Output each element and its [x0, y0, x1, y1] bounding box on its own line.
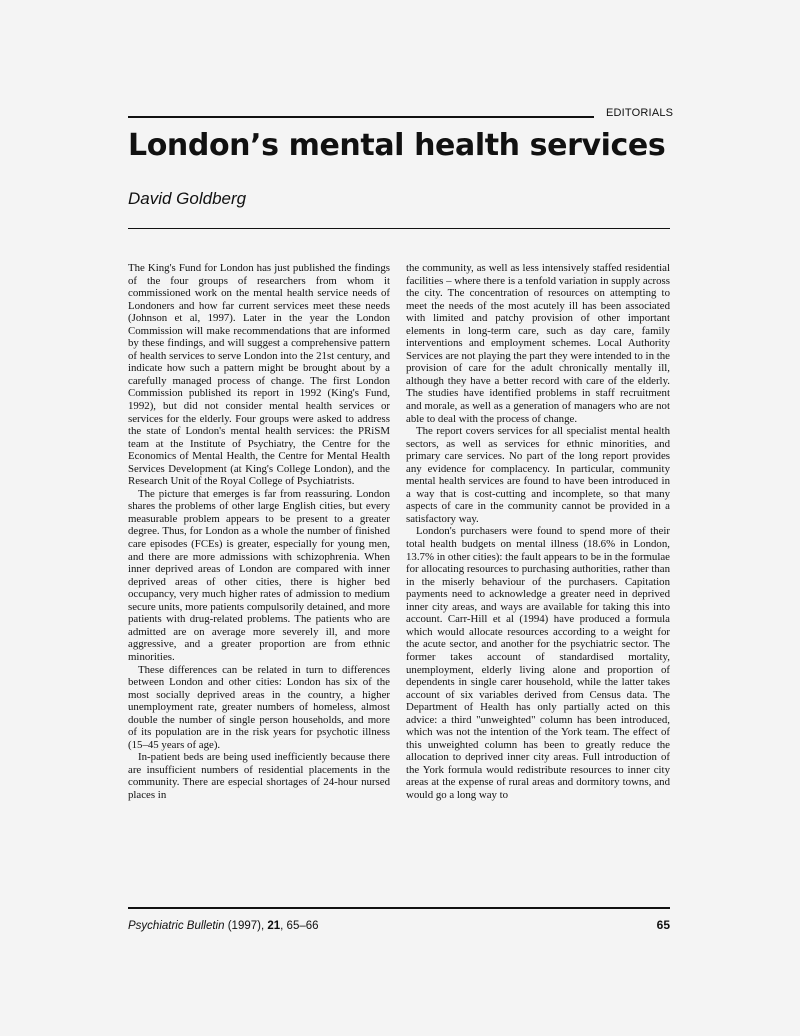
page-number: 65	[656, 918, 670, 932]
paragraph: the community, as well as less intensively staffed residential facilities – where there is a tenfold variation in supply across the city. The concentration of resources on attempting to meet the needs of the most acutely ill has been associated with limited and patchy provision of other important elements in long-term care, such as day care, family interventions and employment schemes. Local Authority Services are not playing the part they were intended to in the provision of care for the adult chronically mentally ill, although they have a better record with care of the elderly. The studies have identified problems in staff recruitment and morale, as well as a generation of managers who are not able to deal with the process of change.	[406, 262, 670, 425]
paragraph: In-patient beds are being used inefficiently because there are insufficient numbers of residential placements in the community. There are especial shortages of 24-hour nursed places in	[128, 751, 390, 801]
paragraph: The picture that emerges is far from reassuring. London shares the problems of other large English cities, but every measurable problem appears to be present to a greater degree. Thus, for London as a whole the number of finished care episodes (FCEs) is greater, especially for young men, and there are more admissions with schizophrenia. When inner deprived areas of London are compared with inner deprived areas of other cities, there is higher bed occupancy, very much higher rates of admission to medium secure units, more patients compulsorily detained, and more patients with drug-related problems. The patients who are admitted are on average more severely ill, and more aggressive, and a greater proportion are from ethnic minorities.	[128, 487, 390, 663]
header-rule	[128, 228, 670, 229]
journal-year: (1997),	[227, 920, 265, 932]
paragraph: These differences can be related in turn to differences between London and other cities: London has six of the most socially deprived areas in the country, a higher unemployment rate, greater numbers of homeless, almost double the number of single person households, and more of its population are in the risk years for psychotic illness (15–45 years of age).	[128, 663, 390, 751]
paragraph: The report covers services for all specialist mental health sectors, as well as services for ethnic minorities, and primary care services. No part of the long report provides any evidence for complacency. In particular, community mental health services are found to have been introduced in a way that is cost-cutting and incomplete, so that many aspects of care in the community cannot be provided in a satisfactory way.	[406, 425, 670, 525]
footer-rule	[128, 907, 670, 909]
journal-citation	[128, 920, 319, 932]
left-column	[128, 262, 390, 802]
journal-name: Psychiatric Bulletin	[128, 920, 225, 932]
journal-pages: , 65–66	[280, 920, 319, 932]
journal-volume: 21	[267, 920, 281, 932]
paragraph: The King's Fund for London has just published the findings of the four groups of researchers from whom it commissioned work on the mental health service needs of Londoners and how far current services meet these needs (Johnson et al, 1997). Later in the year the London Commission will make recommendations that are informed by these findings, and will suggest a comprehensive pattern of health services to serve London into the 21st century, and indicate how such a pattern might be brought about by a carefully managed process of change. The first London Commission published its report in 1992 (King's Fund, 1992), but did not consider mental health services or services for the elderly. Four groups were asked to address the state of London's mental health services: the PRiSM team at the Institute of Psychiatry, the Centre for the Economics of Mental Health, the Centre for Mental Health Services Development (at King's College London), and the Research Unit of the Royal College of Psychiatrists.	[128, 262, 390, 488]
section-rule	[128, 116, 594, 118]
right-column	[406, 262, 670, 802]
author-name: David Goldberg	[128, 189, 247, 208]
section-label: EDITORIALS	[606, 107, 674, 119]
article-title: London’s mental health services	[128, 128, 666, 163]
paragraph: London's purchasers were found to spend more of their total health budgets on mental illness (18.6% in London, 13.7% in other cities): the fault appears to be in the formulae for allocating resources to purchasing authorities, rather than in the miserly behaviour of the purchasers. Capitation payments need to acknowledge a greater need in deprived inner city areas, and ways are available for taking this into account. Carr-Hill et al (1994) have produced a formula which would allocate resources according to a weight for the acute sector, and another for the psychiatric sector. The former takes account of standardised mortality, unemployment, elderly living alone and proportion of dependents in single carer household, while the latter takes account of six variables derived from Census data. The Department of Health has only partially acted on this advice: a third "unweighted" column has been introduced, which was not the intention of the York team. The effect of this unweighted column has been to greatly reduce the allocation to deprived inner city areas. Full introduction of the York formula would redistribute resources to inner city areas at the expense of rural areas and dormitory towns, and would go a long way to	[406, 525, 670, 801]
